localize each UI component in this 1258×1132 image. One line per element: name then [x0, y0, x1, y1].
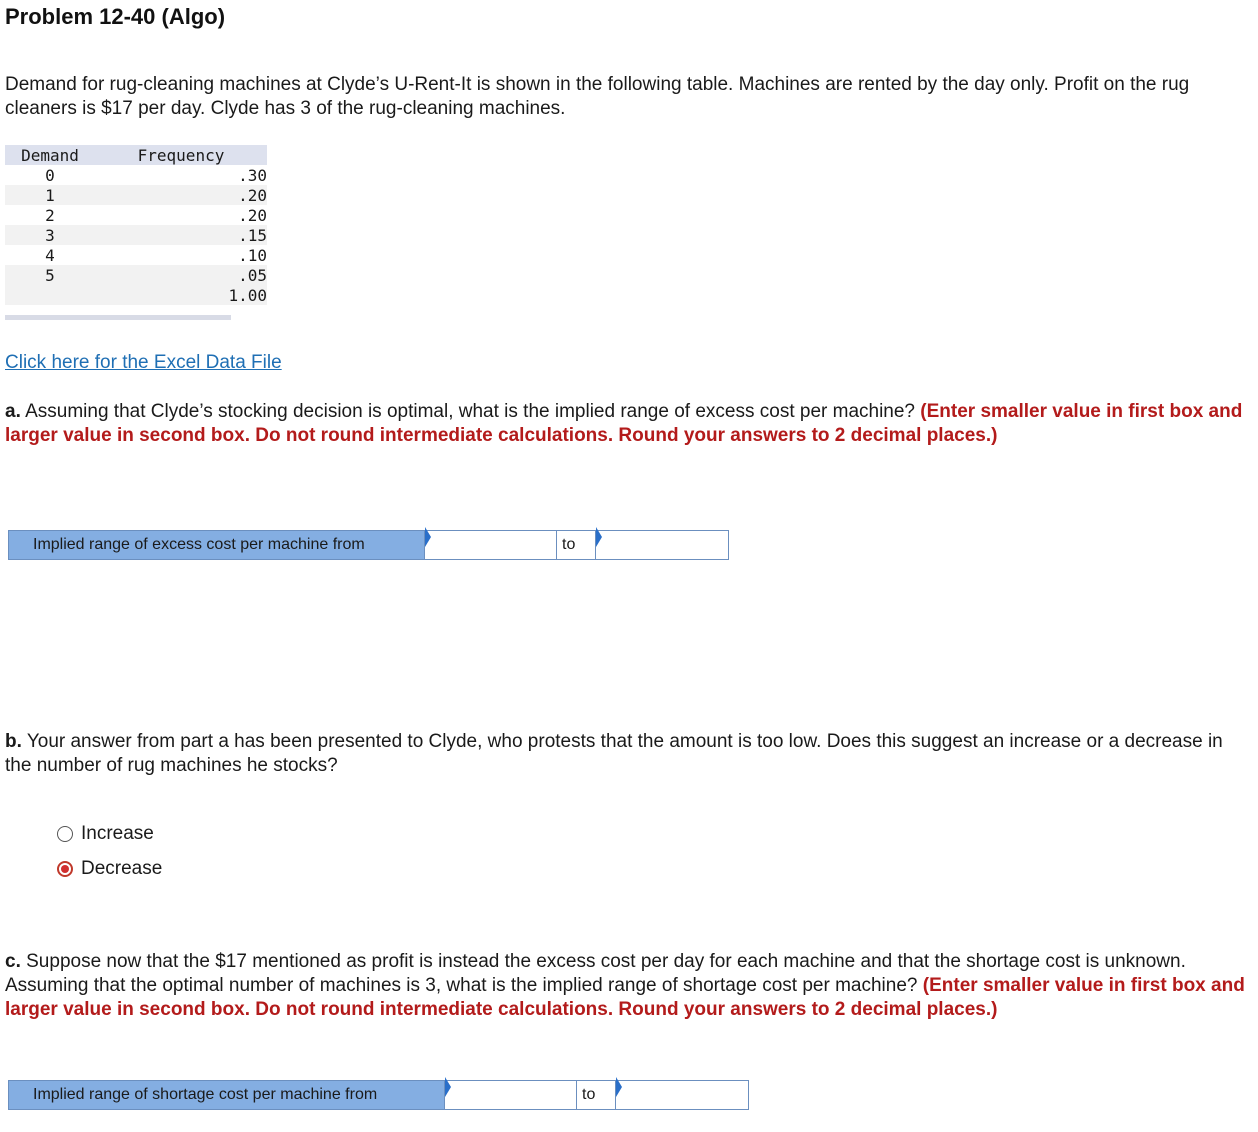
frequency-cell: .20: [238, 185, 267, 205]
demand-cell: 5: [5, 265, 95, 285]
part-a-question: a. Assuming that Clyde’s stocking decision is optimal, what is the implied range of excess cost per machine? (Enter smaller value in first box and larger value in second box. Do not round intermediate calculations. Round your answers to 2 decimal places.): [5, 401, 1243, 446]
problem-title: Problem 12-40 (Algo): [5, 4, 226, 29]
part-a-instruction: (Enter smaller value in first box and larger value in second box. Do not round intermediate calculations. Round your answers to 2 decimal places.): [5, 401, 1243, 446]
table-row: [5, 225, 267, 245]
part-a-to-label: to: [557, 530, 596, 560]
radio-decrease[interactable]: [57, 861, 73, 877]
frequency-cell: .15: [238, 225, 267, 245]
table-row: [5, 205, 267, 225]
frequency-total: 1.00: [228, 285, 267, 305]
demand-cell: 0: [45, 165, 55, 185]
demand-cell: 1: [5, 185, 95, 205]
radio-increase[interactable]: [57, 826, 73, 842]
table-total-row: [5, 285, 267, 305]
part-b-question: b. Your answer from part a has been presented to Clyde, who protests that the amount is too low. Does this suggest an increase or a decrease in the number of rug machines he stocks?: [5, 731, 1223, 776]
frequency-cell: .10: [238, 245, 267, 265]
table-row: [5, 185, 267, 205]
demand-cell: 2: [45, 205, 55, 225]
part-a-answer-label: Implied range of excess cost per machine from: [8, 530, 425, 560]
frequency-cell: .05: [238, 265, 267, 285]
option-increase[interactable]: [57, 816, 162, 851]
frequency-cell: .30: [238, 165, 267, 185]
frequency-cell: .20: [238, 205, 267, 225]
table-row: [5, 165, 267, 185]
part-c-answer-label: Implied range of shortage cost per machine from: [8, 1080, 445, 1110]
problem-intro: Demand for rug-cleaning machines at Clyde’s U-Rent-It is shown in the following table. Machines are rented by the day only. Profit on the rug cleaners is $17 per day. Clyde has 3 of the rug-cleaning machines.: [5, 74, 1190, 119]
excess-cost-from-input[interactable]: [425, 531, 556, 559]
column-header-frequency: Frequency: [95, 145, 267, 165]
answer-flag-icon: [596, 527, 602, 547]
shortage-cost-from-input[interactable]: [445, 1081, 576, 1109]
table-row: [5, 245, 267, 265]
part-a-answer-row: [8, 530, 729, 560]
shortage-cost-to-input[interactable]: [616, 1081, 748, 1109]
excel-data-file-link[interactable]: Click here for the Excel Data File: [5, 352, 282, 373]
demand-cell: 3: [5, 225, 95, 245]
table-bottom-rule: [5, 315, 231, 320]
demand-cell: 4: [45, 245, 55, 265]
answer-flag-icon: [445, 1077, 451, 1097]
table-row: [5, 265, 267, 285]
answer-flag-icon: [425, 527, 431, 547]
excess-cost-to-input[interactable]: [596, 531, 728, 559]
part-b-options: [57, 816, 162, 886]
part-c-question: c. Suppose now that the $17 mentioned as profit is instead the excess cost per day for each machine and that the shortage cost is unknown. Assuming that the optimal number of machines is 3, what is the implied range of shortage cost per machine? (Enter smaller value in first box and larger value in second box. Do not round intermediate calculations. Round your answers to 2 decimal places.): [5, 951, 1245, 1020]
demand-frequency-table: [5, 145, 267, 305]
option-decrease[interactable]: [57, 851, 162, 886]
option-decrease-label: Decrease: [81, 857, 163, 879]
part-c-instruction: (Enter smaller value in first box and larger value in second box. Do not round intermediate calculations. Round your answers to 2 decimal places.): [5, 975, 1245, 1020]
option-increase-label: Increase: [81, 822, 154, 844]
part-c-answer-row: [8, 1080, 749, 1110]
part-c-to-label: to: [577, 1080, 616, 1110]
column-header-demand: Demand: [5, 145, 95, 165]
answer-flag-icon: [616, 1077, 622, 1097]
